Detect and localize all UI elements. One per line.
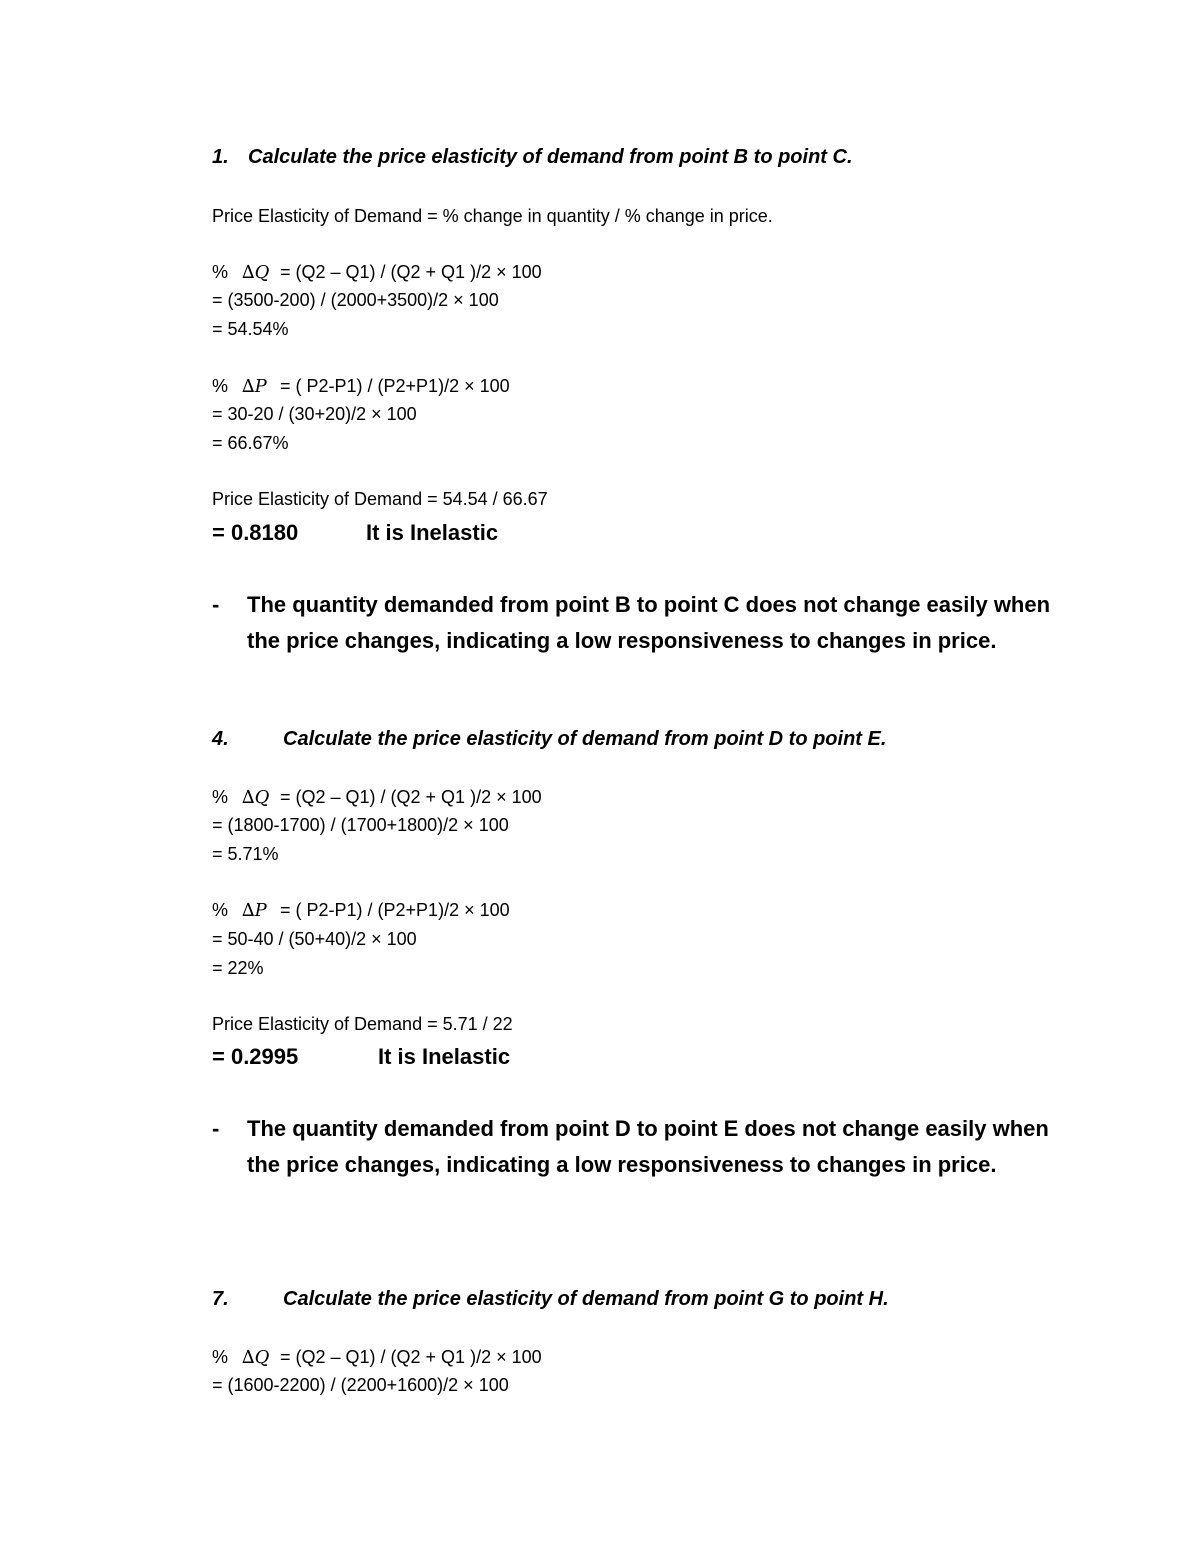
question-title: Calculate the price elasticity of demand from point G to point H.: [283, 1288, 889, 1310]
explanation-paragraph: The quantity demanded from point B to point C does not change easily when the price changes, indicating a low responsiveness to changes in price.: [247, 592, 1051, 653]
ped-result-value: = 0.2995: [212, 1044, 299, 1069]
delta-q-symbol: ∆Q: [242, 1347, 270, 1368]
ped-calculation: Price Elasticity of Demand = 54.54 / 66.67: [212, 489, 548, 509]
delta-q-substitution: = (1600-2200) / (2200+1600)/2 × 100: [212, 1375, 509, 1395]
question-7-heading: [212, 1287, 889, 1311]
bullet-dash: -: [212, 1116, 220, 1141]
delta-p-symbol: ∆P: [242, 900, 267, 921]
delta-p-formula: % ∆P = ( P2-P1) / (P2+P1)/2 × 100: [212, 900, 510, 921]
question-number: 4.: [212, 728, 229, 750]
question-title: Calculate the price elasticity of demand from point D to point E.: [283, 728, 887, 750]
ped-result-value: = 0.8180: [212, 520, 299, 545]
question-4-heading: [212, 727, 886, 751]
bullet-dash: -: [212, 592, 220, 617]
delta-p-substitution: = 30-20 / (30+20)/2 × 100: [212, 404, 417, 424]
question-number: 7.: [212, 1288, 229, 1310]
ped-result: [212, 519, 498, 547]
ped-result-label: It is Inelastic: [366, 520, 499, 545]
delta-q-substitution: = (3500-200) / (2000+3500)/2 × 100: [212, 290, 499, 310]
delta-p-result: = 22%: [212, 958, 264, 978]
delta-q-symbol: ∆Q: [242, 262, 270, 283]
question-number: 1.: [212, 146, 229, 168]
definition-line: Price Elasticity of Demand = % change in quantity / % change in price.: [212, 206, 773, 226]
question-title: Calculate the price elasticity of demand from point B to point C.: [248, 146, 853, 168]
ped-calculation: Price Elasticity of Demand = 5.71 / 22: [212, 1014, 513, 1034]
delta-p-substitution: = 50-40 / (50+40)/2 × 100: [212, 929, 417, 949]
delta-q-formula: % ∆Q = (Q2 – Q1) / (Q2 + Q1 )/2 × 100: [212, 1347, 542, 1368]
delta-q-result: = 54.54%: [212, 319, 289, 339]
delta-p-symbol: ∆P: [242, 376, 267, 397]
delta-q-symbol: ∆Q: [242, 787, 270, 808]
delta-q-formula: % ∆Q = (Q2 – Q1) / (Q2 + Q1 )/2 × 100: [212, 262, 542, 283]
explanation-paragraph: The quantity demanded from point D to point E does not change easily when the price changes, indicating a low responsiveness to changes in price.: [247, 1116, 1049, 1177]
delta-p-result: = 66.67%: [212, 433, 289, 453]
ped-result: [212, 1043, 510, 1071]
ped-result-label: It is Inelastic: [378, 1044, 511, 1069]
delta-p-formula: % ∆P = ( P2-P1) / (P2+P1)/2 × 100: [212, 376, 510, 397]
delta-q-formula: % ∆Q = (Q2 – Q1) / (Q2 + Q1 )/2 × 100: [212, 787, 542, 808]
delta-q-substitution: = (1800-1700) / (1700+1800)/2 × 100: [212, 815, 509, 835]
question-1-heading: [212, 145, 853, 169]
delta-q-result: = 5.71%: [212, 844, 279, 864]
